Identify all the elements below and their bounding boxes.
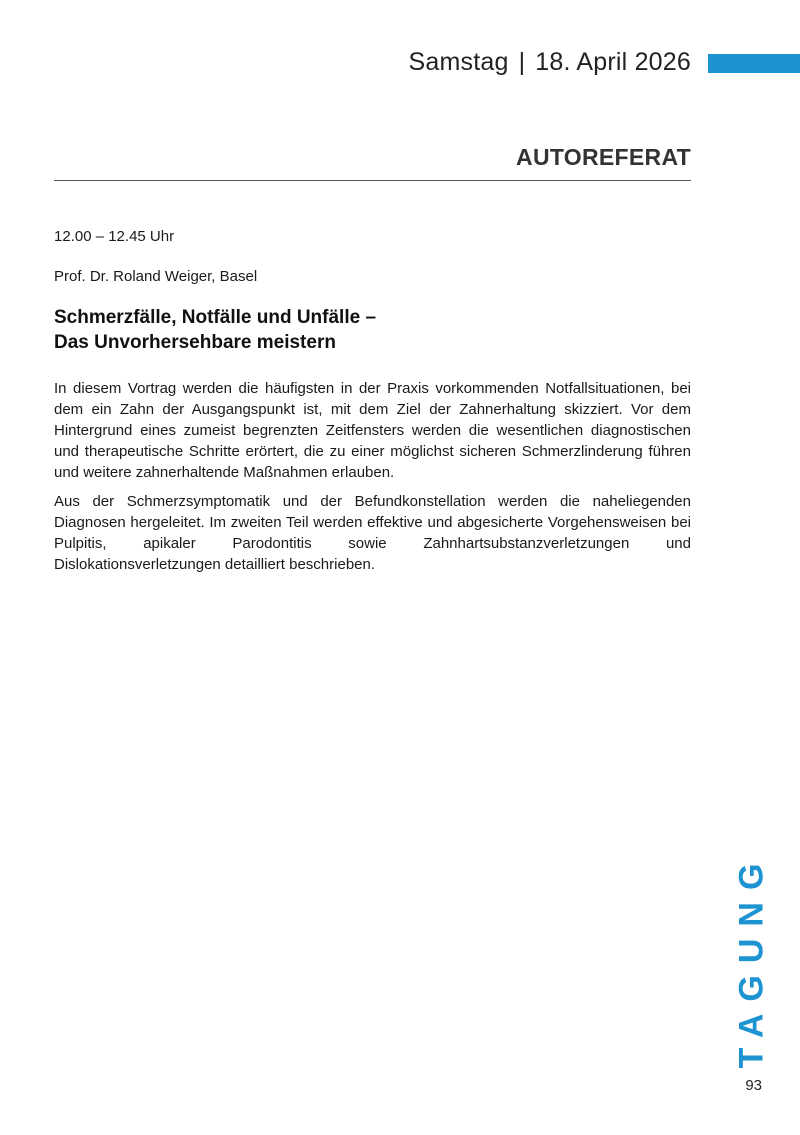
- header-day: Samstag: [408, 48, 509, 76]
- header-separator: |: [518, 48, 526, 76]
- side-label: TAGUNG: [732, 851, 771, 1069]
- session-speaker: Prof. Dr. Roland Weiger, Basel: [54, 268, 258, 285]
- abstract-paragraph-1: In diesem Vortrag werden die häufigsten in der Praxis vorkommenden Notfallsituationen, bei dem ein Zahn der Ausgangspunkt ist, mit dem Ziel der Zahnerhaltung skizziert. Vor dem Hintergrund eines zumeist begrenzten Zeitfensters werden die wesentlichen diagnostischen und therapeutische Schritte erörtert, die zu einer möglichst sicheren Schmerzlinderung führen und weitere zahnerhaltende Maßnahmen erlauben.: [54, 380, 691, 481]
- abstract-paragraph-2: Aus der Schmerzsymptomatik und der Befundkonstellation werden die naheliegenden Diagnosen hergeleitet. Im zweiten Teil werden effektive und abgesicherte Vorgehensweisen bei Pulpitis, apikaler Parodontitis sowie Zahnhartsubstanzverletzungen und Dislokationsverletzungen detailliert beschrieben.: [54, 493, 691, 573]
- session-title-line-1: Schmerzfälle, Notfälle und Unfälle –: [54, 307, 377, 328]
- session-title: [54, 305, 691, 355]
- page-number: 93: [745, 1077, 762, 1094]
- header-date: [409, 48, 691, 77]
- accent-bar: [708, 54, 800, 73]
- main-content: [54, 228, 691, 575]
- header-divider: [54, 180, 691, 181]
- session-title-line-2: Das Unvorhersehbare meistern: [54, 332, 336, 353]
- session-time: 12.00 – 12.45 Uhr: [54, 228, 175, 245]
- section-label: AUTOREFERAT: [516, 144, 691, 170]
- header-date-value: 18. April 2026: [535, 48, 691, 76]
